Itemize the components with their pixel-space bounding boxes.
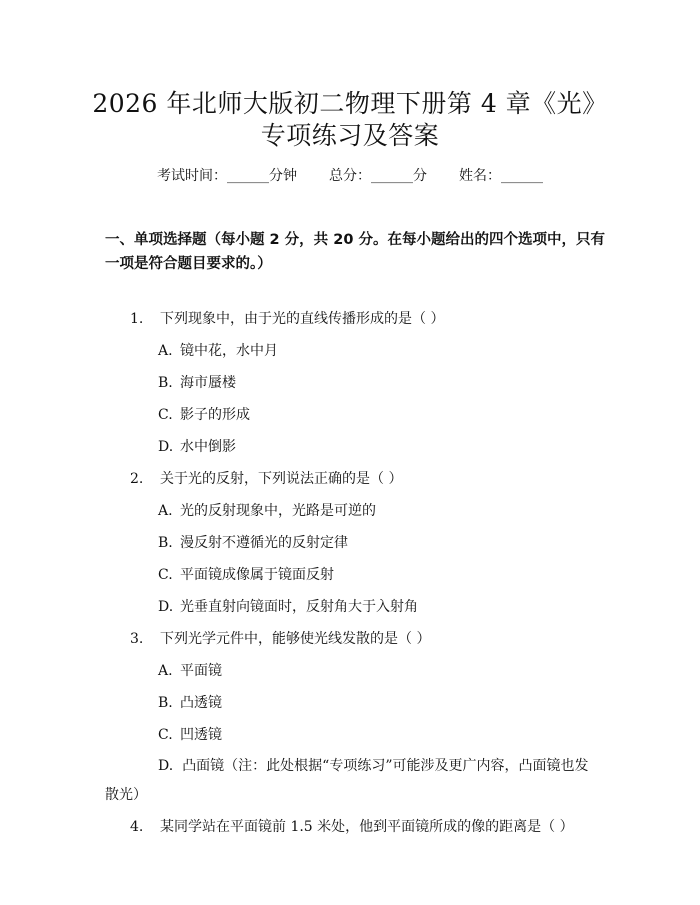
option-text: 影子的形成 bbox=[180, 407, 250, 423]
question-3-option-a bbox=[158, 661, 222, 681]
option-letter: C. bbox=[158, 567, 173, 583]
section-heading: 一、单项选择题（每小题 2 分，共 20 分。在每小题给出的四个选项中，只有一项是符合题目要求的。） bbox=[105, 232, 605, 272]
question-1-option-b bbox=[158, 373, 236, 393]
option-letter: D. bbox=[158, 599, 174, 615]
option-text: 海市蜃楼 bbox=[180, 375, 236, 391]
option-letter: B. bbox=[158, 535, 173, 551]
document-title-line-1: 2026 年北师大版初二物理下册第 4 章《光》 bbox=[92, 89, 608, 118]
option-text: 光垂直射向镜面时，反射角大于入射角 bbox=[180, 599, 418, 615]
option-text: 平面镜 bbox=[180, 663, 222, 679]
question-3-option-b bbox=[158, 693, 222, 713]
question-2-option-a bbox=[158, 501, 376, 521]
option-text: 镜中花，水中月 bbox=[180, 343, 278, 359]
question-2-option-d bbox=[158, 597, 418, 617]
option-letter: A. bbox=[158, 503, 173, 519]
question-text: 下列现象中，由于光的直线传播形成的是（ ） bbox=[160, 311, 445, 327]
option-letter: C. bbox=[158, 407, 173, 423]
option-text: 平面镜成像属于镜面反射 bbox=[180, 567, 334, 583]
question-1-option-a bbox=[158, 341, 278, 361]
option-letter: A. bbox=[158, 343, 173, 359]
option-letter: D. bbox=[158, 439, 174, 455]
total-score-field: 总分：______分 bbox=[329, 168, 427, 184]
exam-time-field: 考试时间：______分钟 bbox=[157, 168, 297, 184]
question-1 bbox=[130, 309, 444, 329]
question-text: 某同学站在平面镜前 1.5 米处，他到平面镜所成的像的距离是（ ） bbox=[160, 819, 574, 835]
option-letter: B. bbox=[158, 375, 173, 391]
question-3-option-c bbox=[158, 725, 222, 745]
question-number: 1. bbox=[130, 311, 144, 327]
option-text: 光的反射现象中，光路是可逆的 bbox=[180, 503, 376, 519]
option-text: 水中倒影 bbox=[180, 439, 236, 455]
option-text: 凸面镜（注：此处根据“专项练习”可能涉及更广内容，凸面镜也发散光） bbox=[105, 758, 589, 803]
question-2-option-c bbox=[158, 565, 334, 585]
question-2-option-b bbox=[158, 533, 348, 553]
question-number: 3. bbox=[130, 631, 144, 647]
option-letter: D. bbox=[158, 758, 174, 774]
option-text: 凸透镜 bbox=[180, 695, 222, 711]
question-3 bbox=[130, 629, 430, 649]
option-letter: B. bbox=[158, 695, 173, 711]
option-letter: A. bbox=[158, 663, 173, 679]
question-text: 关于光的反射，下列说法正确的是（ ） bbox=[160, 471, 403, 487]
question-1-option-d bbox=[158, 437, 236, 457]
question-number: 2. bbox=[130, 471, 144, 487]
document-title-line-2: 专项练习及答案 bbox=[260, 121, 440, 150]
option-letter: C. bbox=[158, 727, 173, 743]
option-text: 凹透镜 bbox=[180, 727, 222, 743]
question-text: 下列光学元件中，能够使光线发散的是（ ） bbox=[160, 631, 431, 647]
question-3-option-d bbox=[105, 752, 600, 810]
question-1-option-c bbox=[158, 405, 250, 425]
student-name-field: 姓名：______ bbox=[459, 168, 543, 184]
question-number: 4. bbox=[130, 819, 144, 835]
option-text: 漫反射不遵循光的反射定律 bbox=[180, 535, 348, 551]
question-2 bbox=[130, 469, 402, 489]
exam-info-line bbox=[0, 166, 700, 186]
question-4 bbox=[130, 817, 574, 837]
